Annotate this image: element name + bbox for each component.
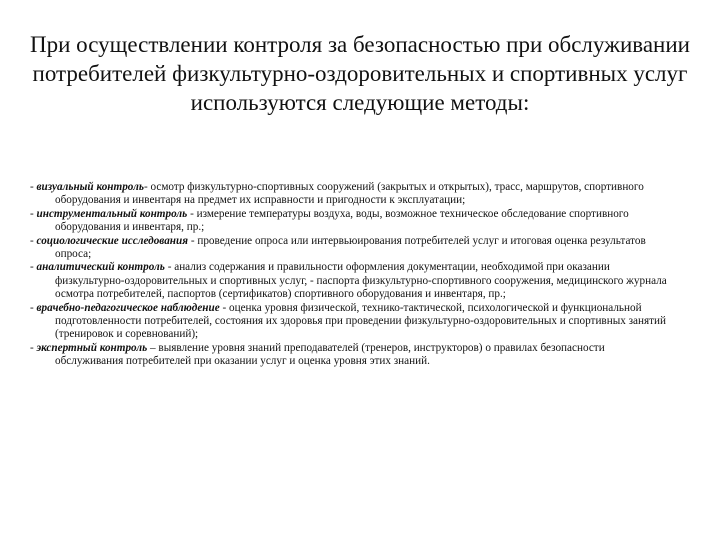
method-description: - измерение температуры воздуха, воды, возможное техническое обследование спортивного оборудования и инвентаря, пр.; bbox=[55, 207, 629, 234]
item-prefix: - bbox=[30, 207, 37, 220]
list-item bbox=[30, 181, 670, 208]
method-term: инструментальный контроль bbox=[36, 207, 188, 220]
method-term: визуальный контроль bbox=[36, 181, 144, 193]
item-prefix: - bbox=[30, 301, 37, 314]
list-item bbox=[30, 302, 670, 342]
method-description: - оценка уровня физической, технико-тактической, психологической и функциональной подготовленности потребителей, состояния их здоровья при проведении физкультурно-оздоровительных и спортивных занятий (тренировок и соревнований); bbox=[55, 301, 666, 341]
method-term: экспертный контроль bbox=[36, 341, 148, 354]
item-prefix: - bbox=[30, 341, 37, 354]
list-item bbox=[30, 208, 670, 235]
list-item bbox=[30, 342, 670, 369]
method-term: социологические исследования bbox=[36, 234, 189, 247]
item-prefix: - bbox=[30, 181, 37, 193]
method-description: – выявление уровня знаний преподавателей (тренеров, инструкторов) о правилах безопасности обслуживания потребителей при оказании услуг и оценка уровня этих знаний. bbox=[55, 341, 605, 368]
method-term: врачебно-педагогическое наблюдение bbox=[36, 301, 220, 314]
method-description: - осмотр физкультурно-спортивных сооружений (закрытых и открытых), трасс, маршрутов, спортивного оборудования и инвентаря на предмет их исправности и пригодности к эксплуатации; bbox=[55, 181, 644, 207]
method-description: - проведение опроса или интервьюирования потребителей услуг и итоговая оценка результатов опроса; bbox=[55, 234, 646, 261]
list-item bbox=[30, 261, 670, 301]
item-prefix: - bbox=[30, 261, 37, 274]
methods-list bbox=[30, 181, 670, 369]
method-description: - анализ содержания и правильности оформления документации, необходимой при оказании физкультурно-оздоровительных и спортивных услуг, - паспорта физкультурно-спортивного сооружения, медицинского журнала осмотра потребителей, паспортов (сертификатов) спортивного оборудования и инвентаря, пр.; bbox=[55, 261, 667, 301]
slide-title: При осуществлении контроля за безопасностью при обслуживании потребителей физкультурно-оздоровительных и спортивных услуг используются следующие методы: bbox=[30, 32, 690, 115]
method-term: аналитический контроль bbox=[36, 261, 165, 274]
list-item bbox=[30, 235, 670, 262]
item-prefix: - bbox=[30, 234, 37, 247]
